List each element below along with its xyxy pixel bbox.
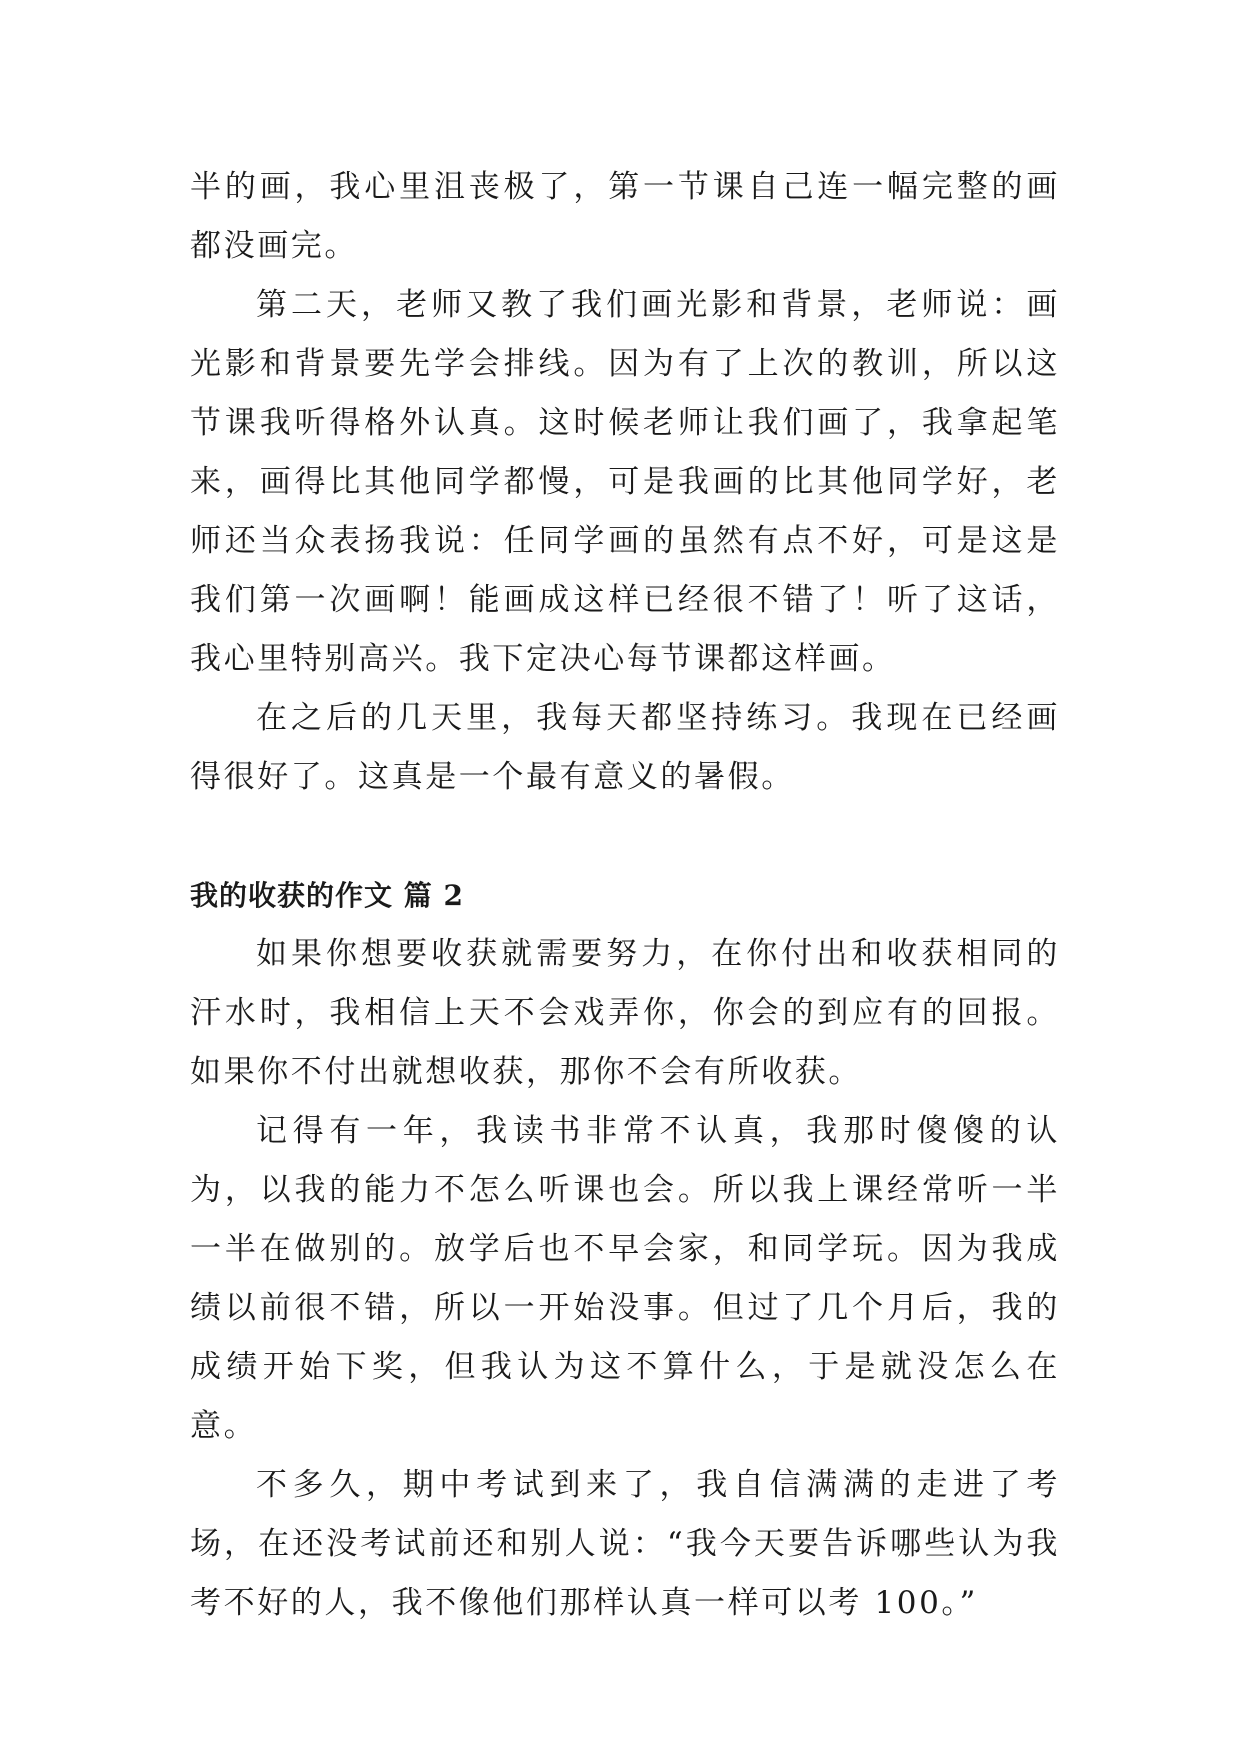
paragraph: 不多久，期中考试到来了，我自信满满的走进了考场，在还没考试前还和别人说：“我今天要告诉哪些认为我考不好的人，我不像他们那样认真一样可以考 100。” [190,1467,1060,1621]
section-heading: 我的收获的作文 篇 2 [190,879,464,912]
paragraph: 记得有一年，我读书非常不认真，我那时傻傻的认为，以我的能力不怎么听课也会。所以我上课经常听一半一半在做别的。放学后也不早会家，和同学玩。因为我成绩以前很不错，所以一开始没事。但过了几个月后，我的成绩开始下奖，但我认为这不算什么，于是就没怎么在意。 [190,1113,1060,1444]
paragraph: 第二天，老师又教了我们画光影和背景，老师说：画光影和背景要先学会排线。因为有了上次的教训，所以这节课我听得格外认真。这时候老师让我们画了，我拿起笔来，画得比其他同学都慢，可是我画的比其他同学好，老师还当众表扬我说：任同学画的虽然有点不好，可是这是我们第一次画啊！能画成这样已经很不错了！听了这话，我心里特别高兴。我下定决心每节课都这样画。 [190,287,1060,677]
paragraph-continued: 半的画，我心里沮丧极了，第一节课自己连一幅完整的画都没画完。 [190,169,1060,264]
paragraph: 如果你想要收获就需要努力，在你付出和收获相同的汗水时，我相信上天不会戏弄你，你会的到应有的回报。如果你不付出就想收获，那你不会有所收获。 [190,936,1060,1090]
document-body [190,158,1060,1633]
paragraph: 在之后的几天里，我每天都坚持练习。我现在已经画得很好了。这真是一个最有意义的暑假。 [190,700,1060,795]
